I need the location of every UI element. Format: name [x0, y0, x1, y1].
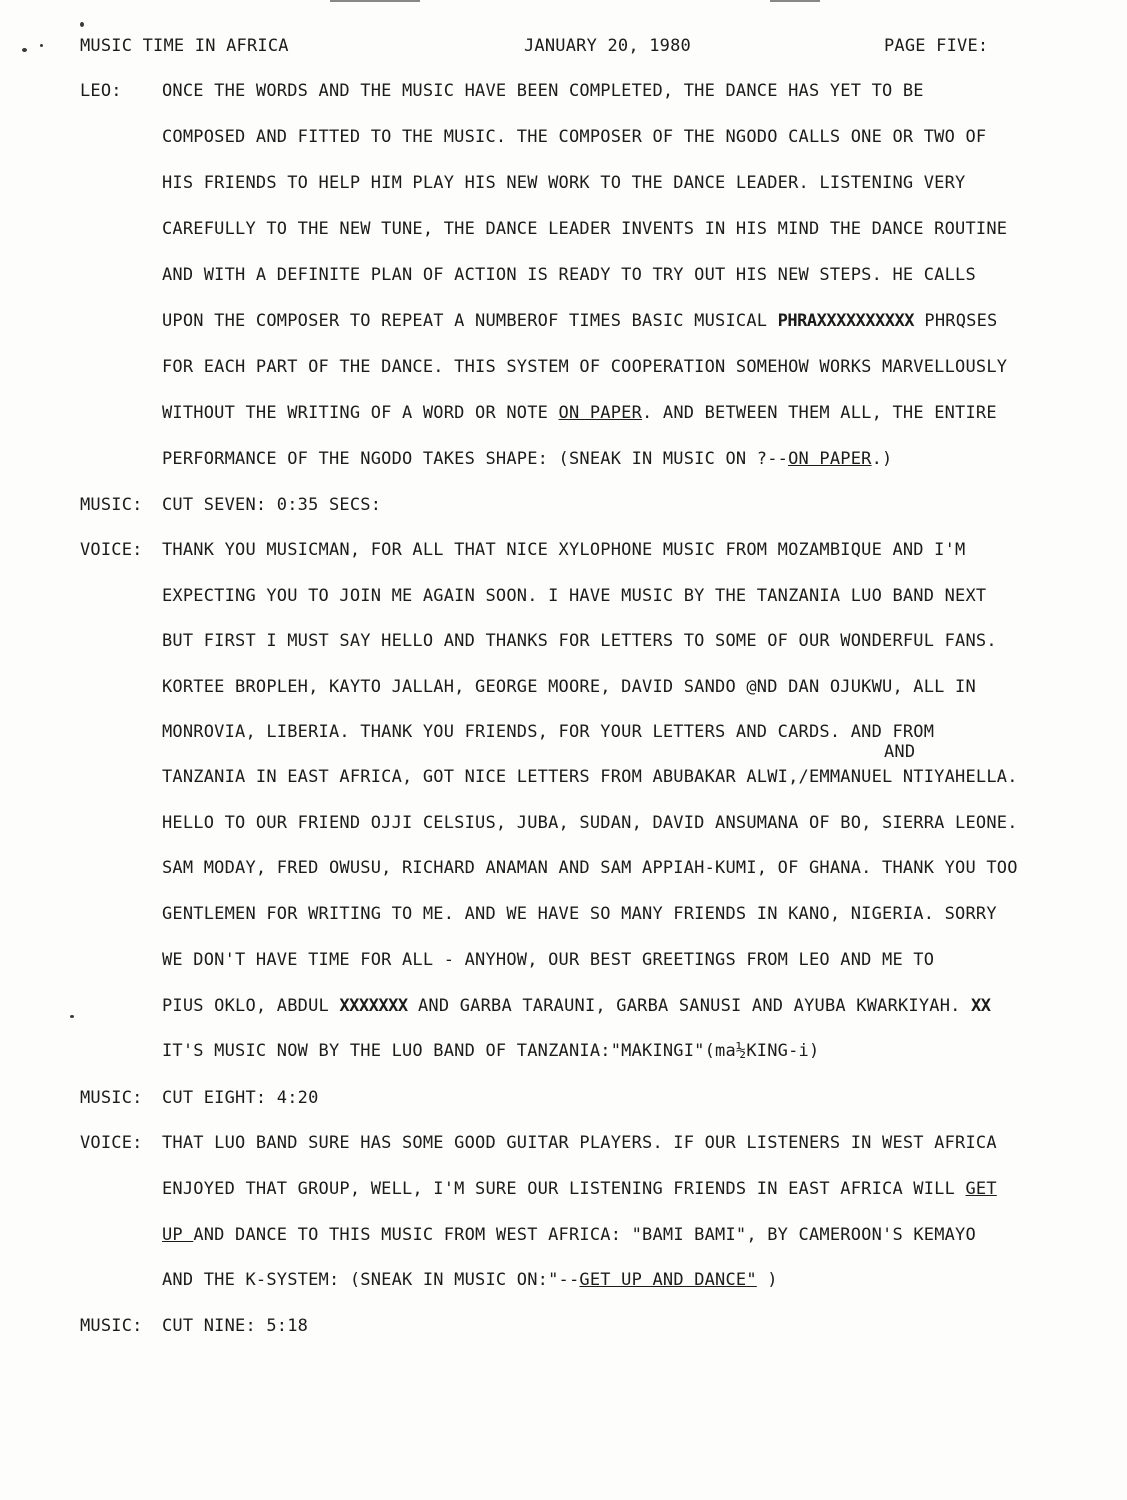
script-line: AND WITH A DEFINITE PLAN OF ACTION IS READY TO TRY OUT HIS NEW STEPS. HE CALLS — [162, 265, 976, 285]
music-cue: CUT SEVEN: 0:35 SECS: — [162, 495, 382, 515]
program-title: MUSIC TIME IN AFRICA — [80, 36, 289, 56]
ink-speck — [70, 1015, 74, 1018]
script-line: KORTEE BROPLEH, KAYTO JALLAH, GEORGE MOORE, DAVID SANDO @ND DAN OJUKWU, ALL IN — [162, 677, 976, 697]
script-line: GENTLEMEN FOR WRITING TO ME. AND WE HAVE SO MANY FRIENDS IN KANO, NIGERIA. SORRY — [162, 904, 997, 924]
top-edge-mark — [770, 0, 820, 2]
script-line — [162, 403, 997, 423]
underlined-text: ON PAPER — [558, 403, 643, 423]
line-text: AND THE K-SYSTEM: (SNEAK IN MUSIC ON:"-- — [162, 1270, 580, 1290]
script-line: MONROVIA, LIBERIA. THANK YOU FRIENDS, FOR YOUR LETTERS AND CARDS. AND FROM — [162, 722, 935, 742]
underlined-text: GET UP AND DANCE" — [579, 1270, 757, 1290]
script-line: EXPECTING YOU TO JOIN ME AGAIN SOON. I HAVE MUSIC BY THE TANZANIA LUO BAND NEXT — [162, 586, 987, 606]
struck-out-text: XX — [971, 996, 991, 1016]
script-line — [162, 996, 991, 1016]
line-text: .) — [871, 449, 893, 469]
underlined-text: UP — [162, 1225, 194, 1245]
script-line — [162, 1225, 976, 1245]
speaker-label: LEO: — [80, 81, 122, 101]
line-text: WITHOUT THE WRITING OF A WORD OR NOTE — [162, 403, 559, 423]
script-line: SAM MODAY, FRED OWUSU, RICHARD ANAMAN AND SAM APPIAH-KUMI, OF GHANA. THANK YOU TOO — [162, 858, 1018, 878]
music-cue: CUT NINE: 5:18 — [162, 1316, 309, 1336]
struck-out-text: PHRAXXXXXXXXXX — [777, 311, 914, 331]
line-text: PIUS OKLO, ABDUL — [162, 996, 340, 1016]
script-line — [162, 311, 997, 331]
script-line: THAT LUO BAND SURE HAS SOME GOOD GUITAR PLAYERS. IF OUR LISTENERS IN WEST AFRICA — [162, 1133, 997, 1153]
line-text: . AND BETWEEN THEM ALL, THE ENTIRE — [642, 403, 997, 423]
script-line: WE DON'T HAVE TIME FOR ALL - ANYHOW, OUR BEST GREETINGS FROM LEO AND ME TO — [162, 950, 935, 970]
underlined-text: GET — [965, 1179, 997, 1199]
script-line: IT'S MUSIC NOW BY THE LUO BAND OF TANZANIA:"MAKINGI"(ma½KING-i) — [162, 1041, 820, 1061]
speaker-label: MUSIC: — [80, 1316, 143, 1336]
music-cue: CUT EIGHT: 4:20 — [162, 1088, 319, 1108]
line-text: AND GARBA TARAUNI, GARBA SANUSI AND AYUBA KWARKIYAH. — [407, 996, 972, 1016]
ink-speck — [40, 44, 43, 47]
script-line: THANK YOU MUSICMAN, FOR ALL THAT NICE XYLOPHONE MUSIC FROM MOZAMBIQUE AND I'M — [162, 540, 966, 560]
script-line: CAREFULLY TO THE NEW TUNE, THE DANCE LEADER INVENTS IN HIS MIND THE DANCE ROUTINE — [162, 219, 1008, 239]
script-line: HIS FRIENDS TO HELP HIM PLAY HIS NEW WORK TO THE DANCE LEADER. LISTENING VERY — [162, 173, 966, 193]
line-text: ) — [756, 1270, 778, 1290]
script-line: FOR EACH PART OF THE DANCE. THIS SYSTEM OF COOPERATION SOMEHOW WORKS MARVELLOUSLY — [162, 357, 1008, 377]
line-text: PERFORMANCE OF THE NGODO TAKES SHAPE: (SNEAK IN MUSIC ON ?-- — [162, 449, 789, 469]
script-line — [162, 449, 892, 469]
underlined-text: ON PAPER — [788, 449, 872, 469]
script-line: HELLO TO OUR FRIEND OJJI CELSIUS, JUBA, SUDAN, DAVID ANSUMANA OF BO, SIERRA LEONE. — [162, 813, 1018, 833]
script-date: JANUARY 20, 1980 — [524, 36, 691, 56]
top-edge-mark — [330, 0, 420, 2]
line-text: ENJOYED THAT GROUP, WELL, I'M SURE OUR LISTENING FRIENDS IN EAST AFRICA WILL — [162, 1179, 966, 1199]
script-line: TANZANIA IN EAST AFRICA, GOT NICE LETTERS FROM ABUBAKAR ALWI,/EMMANUEL NTIYAHELLA. — [162, 767, 1018, 787]
script-line: COMPOSED AND FITTED TO THE MUSIC. THE COMPOSER OF THE NGODO CALLS ONE OR TWO OF — [162, 127, 987, 147]
script-line — [162, 1179, 997, 1199]
page-number: PAGE FIVE: — [884, 36, 989, 56]
line-text: AND DANCE TO THIS MUSIC FROM WEST AFRICA: "BAMI BAMI", BY CAMEROON'S KEMAYO — [193, 1225, 976, 1245]
speaker-label: MUSIC: — [80, 1088, 143, 1108]
script-line — [162, 1270, 778, 1290]
line-text: PHRQSES — [913, 311, 998, 331]
speaker-label: VOICE: — [80, 540, 143, 560]
line-text: UPON THE COMPOSER TO REPEAT A NUMBEROF TIMES BASIC MUSICAL — [162, 311, 778, 331]
struck-out-text: XXXXXXX — [339, 996, 408, 1016]
handwritten-insertion: AND — [884, 742, 916, 762]
script-line: BUT FIRST I MUST SAY HELLO AND THANKS FOR LETTERS TO SOME OF OUR WONDERFUL FANS. — [162, 631, 997, 651]
script-line: ONCE THE WORDS AND THE MUSIC HAVE BEEN COMPLETED, THE DANCE HAS YET TO BE — [162, 81, 924, 101]
speaker-label: MUSIC: — [80, 495, 143, 515]
speaker-label: VOICE: — [80, 1133, 143, 1153]
ink-speck — [80, 22, 84, 27]
ink-speck — [22, 48, 27, 52]
